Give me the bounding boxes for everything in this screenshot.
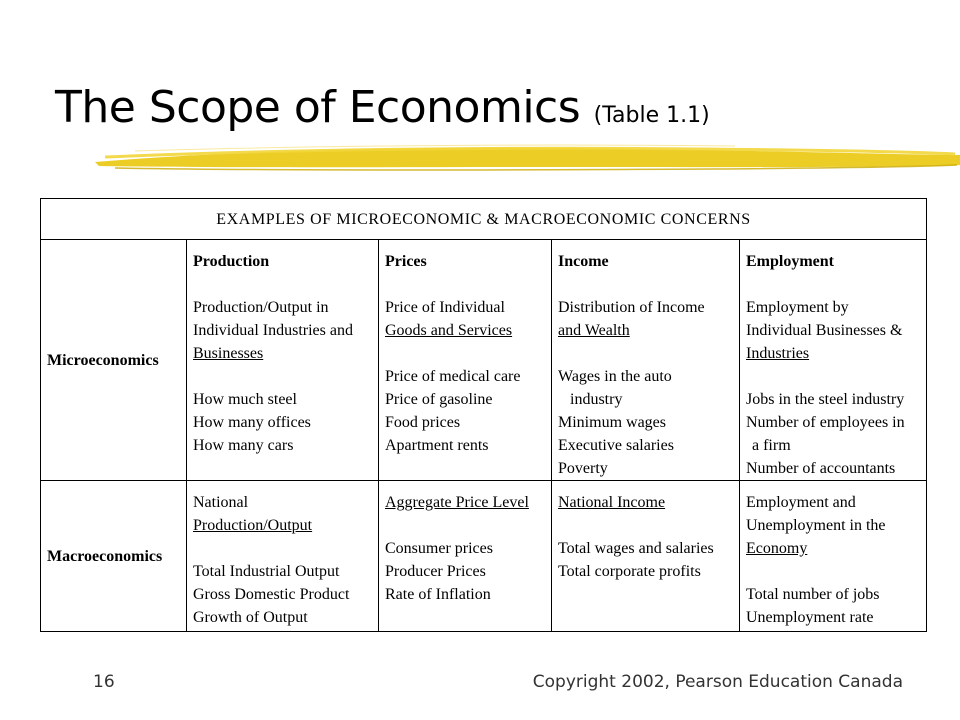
micro-prices-line: Price of medical care [385, 368, 521, 385]
micro-employment-line: Industries [746, 345, 810, 362]
micro-employment-line: Individual Businesses & [746, 322, 903, 339]
macro-production-line: National [193, 494, 249, 511]
income-column-heading: Income [558, 253, 609, 270]
macro-employment-line: Total number of jobs [746, 586, 880, 603]
macro-income-line: Total corporate profits [558, 563, 701, 580]
micro-prices-line: Apartment rents [385, 437, 489, 454]
macro-prices-line: Aggregate Price Level [385, 494, 529, 511]
micro-prices-line: Price of Individual [385, 299, 505, 316]
micro-income-line: and Wealth [558, 322, 630, 339]
slide-title-text: The Scope of Economics [55, 82, 581, 133]
macro-income-line: Total wages and salaries [558, 540, 714, 557]
macro-prices-line: Rate of Inflation [385, 586, 491, 603]
micro-income-line: Distribution of Income [558, 299, 705, 316]
micro-income-line: Wages in the auto [558, 368, 672, 385]
macro-employment-line: Economy [746, 540, 808, 557]
macro-production-line: Total Industrial Output [193, 563, 340, 580]
micro-employment-line: Jobs in the steel industry [746, 391, 905, 408]
micro-production-line: Production/Output in [193, 299, 329, 316]
macro-production-line: Growth of Output [193, 609, 308, 626]
micro-production-line: Individual Industries and [193, 322, 353, 339]
macro-prices-line: Consumer prices [385, 540, 493, 557]
macro-prices-cell [379, 481, 552, 632]
macro-production-line: Production/Output [193, 517, 313, 534]
macroeconomics-row [41, 481, 927, 632]
micro-prices-cell [379, 240, 552, 481]
macro-income-cell [552, 481, 740, 632]
slide-subtitle: (Table 1.1) [593, 103, 710, 128]
micro-production-cell [187, 240, 379, 481]
prices-column-heading: Prices [385, 253, 427, 270]
title-underline-brushstroke [95, 140, 960, 180]
microeconomics-row-label: Microeconomics [41, 240, 187, 481]
macro-production-cell [187, 481, 379, 632]
micro-production-line: How many cars [193, 437, 294, 454]
production-column-heading: Production [193, 253, 270, 270]
microeconomics-row [41, 240, 927, 481]
macro-employment-cell [740, 481, 927, 632]
micro-income-line: Poverty [558, 460, 608, 477]
micro-employment-line: Number of employees in [746, 414, 905, 431]
micro-prices-line: Goods and Services [385, 322, 513, 339]
micro-income-cell [552, 240, 740, 481]
employment-column-heading: Employment [746, 253, 834, 270]
macro-employment-line: Unemployment rate [746, 609, 874, 626]
micro-employment-cell [740, 240, 927, 481]
micro-income-line: Minimum wages [558, 414, 666, 431]
macro-employment-line: Unemployment in the [746, 517, 886, 534]
slide-page-number: 16 [93, 672, 115, 692]
table-header-cell: EXAMPLES OF MICROECONOMIC & MACROECONOMIC CONCERNS [41, 199, 927, 240]
micro-income-line: Executive salaries [558, 437, 674, 454]
micro-production-line: How many offices [193, 414, 311, 431]
micro-employment-line: Employment by [746, 299, 849, 316]
copyright-notice: Copyright 2002, Pearson Education Canada [532, 672, 903, 692]
macro-production-line: Gross Domestic Product [193, 586, 350, 603]
economics-concerns-table [40, 198, 927, 632]
macroeconomics-row-label: Macroeconomics [41, 481, 187, 632]
micro-income-line: industry [570, 391, 623, 408]
macro-prices-line: Producer Prices [385, 563, 486, 580]
macro-employment-line: Employment and [746, 494, 856, 511]
slide-title [55, 82, 710, 133]
micro-production-line: Businesses [193, 345, 264, 362]
micro-production-line: How much steel [193, 391, 297, 408]
micro-prices-line: Food prices [385, 414, 461, 431]
micro-prices-line: Price of gasoline [385, 391, 493, 408]
micro-employment-line: a firm [752, 437, 791, 454]
micro-employment-line: Number of accountants [746, 460, 896, 477]
macro-income-line: National Income [558, 494, 666, 511]
table-header-row [41, 199, 927, 240]
